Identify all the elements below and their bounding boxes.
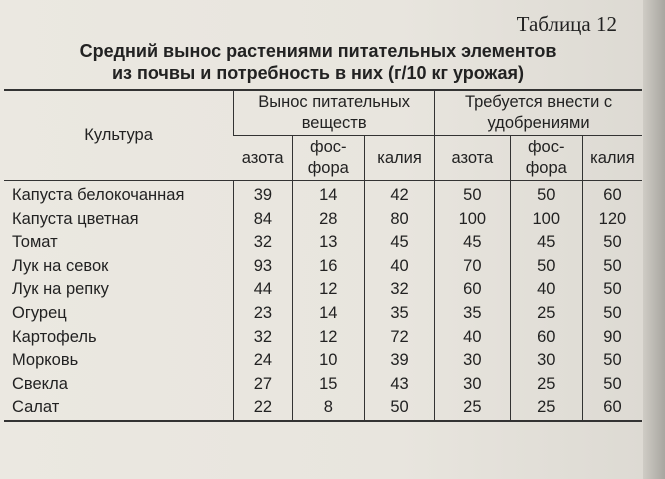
row-value-cell: 45 (435, 231, 510, 255)
removal-nitrogen-header: азота (234, 136, 292, 181)
row-value-cell: 24 (234, 349, 292, 373)
row-value-cell: 23 (234, 302, 292, 326)
row-value-cell: 39 (234, 181, 292, 208)
row-value-cell: 45 (510, 231, 582, 255)
page-edge (643, 0, 665, 479)
row-value-cell: 15 (292, 373, 364, 397)
required-nitrogen-header: азота (435, 136, 510, 181)
table-number: Таблица 12 (516, 12, 617, 36)
row-value-cell: 32 (234, 326, 292, 350)
row-value-cell: 84 (234, 208, 292, 232)
row-value-cell: 50 (582, 302, 642, 326)
row-value-cell: 16 (292, 255, 364, 279)
row-culture-name: Лук на репку (12, 280, 109, 299)
row-culture-name: Морковь (12, 351, 79, 370)
row-value-cell: 42 (364, 181, 434, 208)
row-value-cell: 50 (582, 278, 642, 302)
row-value-cell: 30 (435, 349, 510, 373)
nutrient-table (4, 89, 642, 422)
table-row (4, 208, 642, 232)
row-value-cell: 80 (364, 208, 434, 232)
row-value-cell: 120 (582, 208, 642, 232)
row-value-cell: 60 (582, 396, 642, 421)
row-culture-name: Томат (12, 233, 58, 252)
table-row (4, 349, 642, 373)
removal-potassium-header: калия (364, 136, 434, 181)
table-row (4, 255, 642, 279)
row-value-cell: 14 (292, 302, 364, 326)
row-value-cell: 50 (582, 231, 642, 255)
row-value-cell: 100 (435, 208, 510, 232)
row-value-cell: 35 (364, 302, 434, 326)
table-row (4, 302, 642, 326)
row-value-cell: 39 (364, 349, 434, 373)
row-value-cell: 28 (292, 208, 364, 232)
row-value-cell: 30 (435, 373, 510, 397)
table-row (4, 326, 642, 350)
row-value-cell: 8 (292, 396, 364, 421)
row-value-cell: 72 (364, 326, 434, 350)
row-value-cell: 25 (510, 373, 582, 397)
removal-header: Вынос питательных веществ (234, 90, 435, 136)
row-value-cell: 93 (234, 255, 292, 279)
row-value-cell: 70 (435, 255, 510, 279)
row-value-cell: 25 (435, 396, 510, 421)
row-value-cell: 25 (510, 396, 582, 421)
row-value-cell: 43 (364, 373, 434, 397)
row-culture-name: Капуста белокочанная (12, 186, 185, 204)
culture-header: Культура (4, 90, 234, 181)
row-value-cell: 30 (510, 349, 582, 373)
row-culture-name: Капуста цветная (12, 209, 139, 228)
row-value-cell: 25 (510, 302, 582, 326)
row-value-cell: 40 (435, 326, 510, 350)
row-value-cell: 50 (582, 255, 642, 279)
title-line-1: Средний вынос растениями питательных элементов (79, 41, 557, 61)
row-value-cell: 100 (510, 208, 582, 232)
table-row (4, 278, 642, 302)
title-line-2: из почвы и потребность в них (г/10 кг урожая) (111, 63, 525, 83)
table-row (4, 231, 642, 255)
row-value-cell: 35 (435, 302, 510, 326)
row-value-cell: 32 (234, 231, 292, 255)
table-row (4, 373, 642, 397)
required-header: Требуется внести с удобрениями (435, 90, 642, 136)
row-value-cell: 22 (234, 396, 292, 421)
row-culture-name: Огурец (12, 303, 67, 322)
row-value-cell: 13 (292, 231, 364, 255)
row-value-cell: 44 (234, 278, 292, 302)
table-row (4, 396, 642, 421)
row-value-cell: 50 (582, 349, 642, 373)
row-culture-name: Салат (4, 396, 234, 421)
required-phosphorus-header: фос- фора (510, 136, 582, 181)
row-value-cell: 50 (364, 396, 434, 421)
row-value-cell: 50 (510, 181, 582, 208)
table-title (12, 40, 624, 84)
row-value-cell: 60 (435, 278, 510, 302)
row-value-cell: 12 (292, 278, 364, 302)
required-potassium-header: калия (582, 136, 642, 181)
row-value-cell: 60 (510, 326, 582, 350)
row-culture-name: Картофель (12, 327, 97, 346)
row-value-cell: 40 (510, 278, 582, 302)
table-row (4, 181, 642, 208)
row-value-cell: 50 (582, 373, 642, 397)
row-value-cell: 14 (292, 181, 364, 208)
row-value-cell: 90 (582, 326, 642, 350)
row-value-cell: 60 (582, 181, 642, 208)
removal-phosphorus-header: фос- фора (292, 136, 364, 181)
row-culture-name: Свекла (12, 374, 68, 393)
row-value-cell: 10 (292, 349, 364, 373)
row-value-cell: 27 (234, 373, 292, 397)
row-value-cell: 45 (364, 231, 434, 255)
row-culture-name: Лук на севок (12, 256, 109, 275)
row-value-cell: 40 (364, 255, 434, 279)
row-value-cell: 32 (364, 278, 434, 302)
row-value-cell: 50 (510, 255, 582, 279)
row-value-cell: 12 (292, 326, 364, 350)
row-value-cell: 50 (435, 181, 510, 208)
